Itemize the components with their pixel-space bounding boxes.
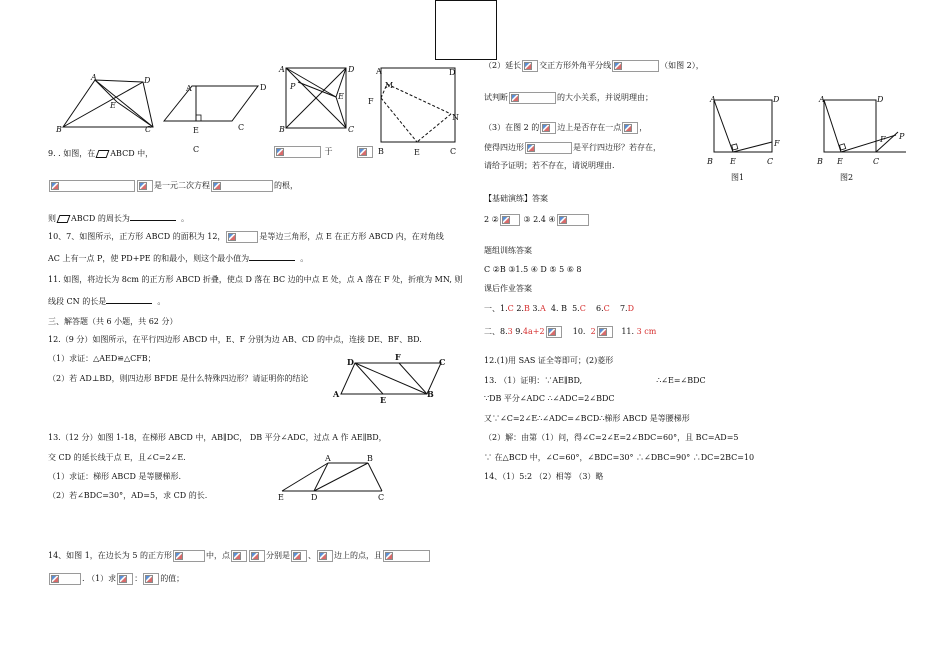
q14-text-e: （1）求: [87, 574, 117, 583]
q13-label-b: B: [367, 454, 373, 463]
q14-line2: . （1）求 ： 的值；: [48, 573, 184, 585]
r-text-2c: （如图 2），: [660, 61, 704, 70]
r-text-2a: （2）延长: [484, 61, 522, 70]
q10-text-b: 是等边三角形，点 E 在正方形 ABCD 内，在对角线: [259, 232, 444, 241]
figure-parallelogram-diagonals: [55, 72, 175, 142]
q9-text-e: 的根，: [274, 181, 298, 190]
formula-image-icon: [546, 326, 562, 338]
r2-label-f: F: [880, 135, 886, 144]
q14-text-g: 的值；: [160, 574, 185, 583]
hw2-prefix: 二、8.: [484, 327, 508, 336]
q12-label-c: C: [439, 357, 446, 367]
answer-14: 14、（1）5:2 （2）相等 （3）略: [484, 472, 604, 481]
f2-label-c: C: [238, 123, 245, 132]
top-blank-square: [435, 0, 497, 60]
hw1-answer-5: C: [579, 304, 586, 313]
q9-text-a: 9. . 如图，在: [48, 149, 96, 158]
q14-text-a: 14、如图 1，在边长为 5 的正方形: [48, 551, 172, 560]
formula-image-icon: [211, 180, 273, 192]
r2-label-c: C: [873, 157, 880, 166]
r-text-3d-b: 是平行四边形？若存在，: [573, 143, 661, 152]
formula-image-icon: [49, 180, 135, 192]
q12-title: 12.（9 分）如图所示，在平行四边形 ABCD 中，E、F 分别为边 AB、CD 的中点，连接 DE、BF、BD.: [48, 335, 422, 344]
r-judge-line: [484, 92, 653, 104]
answers-basic-title: 【基础演练】答案: [484, 194, 548, 203]
f2-label-d: D: [260, 83, 267, 92]
formula-image-icon: [231, 550, 247, 562]
q12-label-a: A: [333, 389, 340, 399]
formula-image-icon: [317, 550, 333, 562]
q9-line3: [48, 212, 189, 224]
r2-label-a: A: [819, 95, 825, 104]
section-3-title: 三、解答题（共 6 小题，共 62 分）: [48, 317, 178, 326]
f4-label-n: N: [452, 113, 459, 122]
answers-hw-line1: [484, 303, 634, 314]
formula-image-icon: [557, 214, 589, 226]
answers-hw-title: 课后作业答案: [484, 284, 532, 293]
hw2-answer-10: 2: [590, 327, 596, 336]
q13-label-c: C: [378, 493, 385, 502]
f2-label-a: A: [186, 84, 192, 93]
q14-text-c: 分别是: [266, 551, 290, 560]
hw1-6-prefix: 6.: [596, 304, 604, 313]
answer-13-line3: 又∵∠C=2∠E∴∠ADC=∠BCD∴梯形 ABCD 是等腰梯形: [484, 414, 690, 423]
f4-label-m: M: [385, 81, 394, 90]
f3-label-b: B: [279, 125, 285, 134]
f3-label-a: A: [279, 65, 285, 74]
answers-train-line: C ②B ③1.5 ④ D ⑤ 5 ⑥ 8: [484, 265, 582, 274]
answers-train-title: 题组训练答案: [484, 246, 532, 255]
answer-13-line1: [484, 375, 706, 386]
q9-text-b: ABCD 中，: [110, 149, 154, 158]
hw1-7-prefix: 7.: [619, 304, 628, 313]
r-text-3a: （3）在图 2 的: [484, 123, 540, 132]
formula-image-icon: [137, 180, 153, 192]
q10-line2: [48, 252, 308, 264]
q12-label-e: E: [380, 395, 387, 405]
f1-label-b: B: [56, 125, 62, 134]
hw2-9-prefix: 9.: [515, 327, 523, 336]
q13-part2: （2）若∠BDC=30°，AD=5，求 CD 的长.: [48, 491, 208, 500]
hw2-10-prefix: 10.: [572, 327, 586, 336]
formula-image-icon: [597, 326, 613, 338]
answers-hw-line2: [484, 326, 656, 338]
answer-13-line2: ∵DB 平分∠ADC ∴∠ADC=2∠BDC: [484, 394, 615, 403]
answers-basic-line: [484, 214, 590, 226]
q14-line1: 14、如图 1，在边长为 5 的正方形 中，点 分别是 、 边上的点，且: [48, 550, 431, 562]
hw1-3-prefix: 3.: [532, 304, 541, 313]
f2-label-e: E: [193, 126, 199, 135]
formula-image-icon: [540, 122, 556, 134]
hw1-5-prefix: 5.: [572, 304, 580, 313]
q12-label-f: F: [395, 352, 401, 362]
figure-square-point-p: [278, 62, 358, 137]
r1-label-a: A: [710, 95, 716, 104]
q9-line2: [48, 180, 298, 192]
r-text-3b: 边上是否存在一点: [557, 123, 622, 132]
r2-caption: 图2: [840, 173, 854, 182]
q13-part1: （1）求证：梯形 ABCD 是等腰梯形.: [48, 472, 182, 481]
r-part2-line: [484, 60, 704, 72]
formula-image-icon: [622, 122, 638, 134]
r2-label-e: E: [837, 157, 843, 166]
f4-label-a: A: [376, 67, 382, 76]
r-part3-line: [484, 122, 647, 134]
q10-text-d: 。: [300, 254, 309, 263]
q10-text-c: AC 上有一点 P，使 PD+PE 的和最小，则这个最小值为: [48, 254, 250, 263]
q12-label-b: B: [427, 389, 434, 399]
formula-image-icon: [383, 550, 430, 562]
r-text-3d-a: 使得四边形: [484, 143, 524, 152]
q13-figure-trapezoid: [276, 455, 391, 505]
hw2-answer-9: 4a+2: [522, 327, 545, 336]
formula-image-icon: [522, 60, 538, 72]
f1-label-a: A: [91, 73, 97, 82]
answer-13-line5: ∵ 在△BCD 中，∠C=60°，∠BDC=30° ∴∠DBC=90° ∴DC=2BC=10: [484, 453, 755, 462]
answer-12: 12.(1)用 SAS 证全等即可；(2)菱形: [484, 356, 614, 365]
f2-caption: C: [193, 145, 200, 154]
f4-label-c: C: [450, 147, 457, 156]
q13-label-e: E: [278, 493, 284, 502]
q11-text-c: 。: [157, 297, 166, 306]
q9-line1-right: [273, 146, 374, 158]
f1-label-d: D: [144, 76, 151, 85]
r1-caption: 图1: [731, 173, 745, 182]
formula-image-icon: [509, 92, 556, 104]
formula-image-icon: [612, 60, 659, 72]
q13-line2: 交 CD 的延长线于点 E，且∠C=2∠E.: [48, 453, 186, 462]
q9-text-h: 。: [180, 214, 189, 223]
q12-part1: （1）求证：△AED≌△CFB；: [48, 354, 156, 363]
q14-text-f: ：: [134, 574, 143, 583]
f4-label-b: B: [378, 147, 384, 156]
ans-basic-b: ③ 2.4 ④: [523, 215, 556, 224]
answer-blank[interactable]: [130, 212, 176, 221]
formula-image-icon: [143, 573, 159, 585]
figure-folded-square: [370, 64, 470, 159]
q10-text-a: 10、7、如图所示，正方形 ABCD 的面积为 12，: [48, 232, 226, 241]
q13-label-d: D: [311, 493, 318, 502]
q9-line1: [48, 148, 153, 159]
hw1-answer-6: C: [603, 304, 610, 313]
formula-image-icon: [274, 146, 321, 158]
r1-label-c: C: [767, 157, 774, 166]
q14-text-b: 中，点: [206, 551, 230, 560]
right-figure-1: [706, 92, 796, 182]
ans-basic-a: 2 ②: [484, 215, 499, 224]
q9-text-g: ABCD 的周长为: [71, 214, 130, 223]
f3-label-d: D: [348, 65, 355, 74]
q9-text-d: 是一元二次方程: [154, 181, 210, 190]
q11-text-b: 线段 CN 的长是: [48, 297, 107, 306]
r2-label-d: D: [877, 95, 884, 104]
r-text-judge-b: 的大小关系，并说明理由；: [557, 93, 653, 102]
answer-13-line4: （2）解：由第（1）问，得∠C=2∠E=2∠BDC=60°，且 BC=AD=5: [484, 433, 739, 442]
a13-text-a: 13. （1）证明：∵AE∥BD,: [484, 376, 583, 385]
answer-blank[interactable]: [106, 295, 152, 304]
parallelogram-icon: [96, 150, 110, 158]
hw1-answer-2: B: [523, 304, 530, 313]
f3-label-e: E: [338, 92, 344, 101]
formula-image-icon: [525, 142, 572, 154]
r2-label-p: P: [899, 132, 905, 141]
formula-image-icon: [357, 146, 373, 158]
r-part3-line3: 请给予证明；若不存在，请说明理由.: [484, 161, 615, 170]
f4-label-d: D: [449, 68, 456, 77]
f3-label-p: P: [290, 82, 296, 91]
hw1-answer-4: 4. B: [550, 304, 567, 313]
hw2-11-prefix: 11.: [621, 327, 635, 336]
hw1-2-prefix: 2.: [516, 304, 524, 313]
q14-text-d: 边上的点，且: [334, 551, 382, 560]
parallelogram-icon: [57, 215, 71, 223]
f3-label-c: C: [348, 125, 355, 134]
formula-image-icon: [49, 573, 81, 585]
q11-line2: [48, 295, 165, 307]
formula-image-icon: [291, 550, 307, 562]
hw2-answer-8: 3: [507, 327, 513, 336]
r-text-judge-a: 试判断: [484, 93, 508, 102]
r1-label-b: B: [707, 157, 713, 166]
f1-label-c: C: [145, 125, 152, 134]
q13-title: 13.（12 分）如图 1-18，在梯形 ABCD 中，AB∥DC， DB 平分∠ADC，过点 A 作 AE∥BD，: [48, 433, 387, 442]
hw1-answer-7: D: [627, 304, 634, 313]
f1-label-e: E: [110, 101, 116, 110]
a13-text-b: ∴∠E=∠BDC: [656, 376, 706, 385]
formula-image-icon: [249, 550, 265, 562]
formula-image-icon: [173, 550, 205, 562]
figure-parallelogram-altitude: [160, 78, 280, 158]
hw2-answer-11: 3 cm: [636, 327, 657, 336]
formula-image-icon: [226, 231, 258, 243]
r2-label-b: B: [817, 157, 823, 166]
r-part3-line2: [484, 142, 661, 154]
q9-text-c: 于: [324, 147, 333, 156]
r1-label-e: E: [730, 157, 736, 166]
r-text-2b: 交正方形外角平分线: [539, 61, 612, 70]
q13-label-a: A: [325, 454, 331, 463]
q12-part2: （2）若 AD⊥BD，则四边形 BFDE 是什么特殊四边形？请证明你的结论: [48, 374, 309, 383]
q12-label-d: D: [347, 357, 354, 367]
right-figure-2: [816, 92, 916, 182]
answer-blank[interactable]: [249, 252, 295, 261]
q12-figure-parallelogram: [333, 352, 448, 407]
q10-line1: [48, 231, 444, 243]
hw1-prefix: 一、1.: [484, 304, 508, 313]
r1-label-f: F: [774, 139, 780, 148]
q11-line1: 11. 如图，将边长为 8cm 的正方形 ABCD 折叠，使点 D 落在 BC 边的中点 E 处，点 A 落在 F 处，折痕为 MN, 则: [48, 275, 463, 284]
formula-image-icon: [500, 214, 520, 226]
r-text-3c: ，: [639, 123, 648, 132]
q9-text-f: 则: [48, 214, 56, 223]
f4-label-f: F: [368, 97, 374, 106]
hw1-answer-1: C: [507, 304, 514, 313]
formula-image-icon: [117, 573, 133, 585]
hw1-answer-3: A: [540, 304, 546, 313]
r1-label-d: D: [773, 95, 780, 104]
f4-label-e: E: [414, 148, 420, 157]
